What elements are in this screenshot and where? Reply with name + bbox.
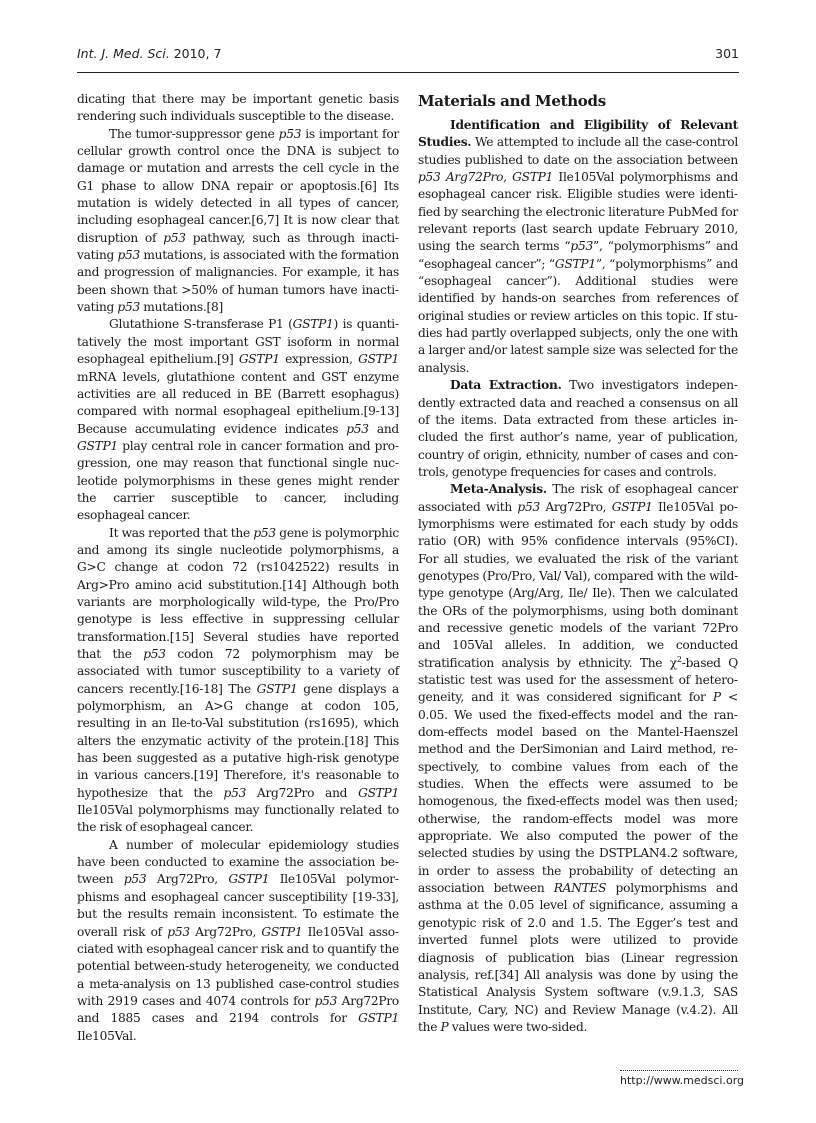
paragraph-data-extraction: Data Extraction. Two investigators independently extracted data and reached a consensus on all of the items. Data extracted from these articles included the first author’s name, year of publication, country of origin, ethnicity, number of cases and controls, genotype frequencies for cases and controls. (418, 378, 738, 479)
paragraph-p53: The tumor-suppressor gene p53 is important for cellular growth control once the DNA is subject to damage or mutation and arrests the cell cycle in the G1 phase to allow DNA repair or apoptosis.[6] Its mutation is widely detected in all types of cancer, including esophageal cancer.[6,7] It is now clear that disruption of p53 pathway, such as through inactivating p53 mutations, is associated with the formation and progression of malignancies. For example, it has been shown that >50% of human tumors have inactivating p53 mutations.[8] (77, 126, 399, 315)
left-column (77, 91, 399, 1045)
journal-year-volume: 2010, 7 (173, 46, 222, 61)
paragraph-meta-analysis: Meta-Analysis. The risk of esophageal cancer associated with p53 Arg72Pro, GSTP1 Ile105Val polymorphisms were estimated for each study by odds ratio (OR) with 95% confidence intervals (95%CI). For all studies, we evaluated the risk of the variant genotypes (Pro/Pro, Val/ Val), compared with the wild-type genotype (Arg/Arg, Ile/ Ile). Then we calculated the ORs of the polymorphisms, using both dominant and recessive genetic models of the variant 72Pro and 105Val alleles. In addition, we conducted stratification analysis by ethnicity. The $\chi^2$-based Q statistic test was used for the assessment of heterogeneity, and it was considered significant for P < 0.05. We used the fixed-effects model and the random-effects model based on the Mantel-Haenszel method and the DerSimonian and Laird method, respectively, to combine values from each of the studies. When the effects were assumed to be homogenous, the fixed-effects model was then used; otherwise, the random-effects model was more appropriate. We also computed the power of the selected studies by using the DSTPLAN4.2 software, in order to assess the probability of detecting an association between RANTES polymorphisms and asthma at the 0.05 level of significance, assuming a genotypic risk of 2.0 and 1.5. The Egger’s test and inverted funnel plots were utilized to provide diagnosis of publication bias (Linear regression analysis, ref.[34] All analysis was done by using the Statistical Analysis System software (v.9.1.3, SAS Institute, Cary, NC) and Review Manage (v.4.2). All the P values were two-sided. (418, 482, 738, 1034)
runin-heading-data-extraction: Data Extraction. (450, 378, 562, 393)
paragraph-intro-continued: dicating that there may be important genetic basis rendering such individuals susceptible to the disease. (77, 92, 399, 124)
page-number: 301 (715, 46, 739, 61)
runin-heading-identification: Identification and Eligibility of Relevant Studies. (418, 118, 738, 150)
right-column (418, 91, 738, 1036)
paragraph-identification: Identification and Eligibility of Relevant Studies. We attempted to include all the case-control studies published to date on the association between p53 Arg72Pro, GSTP1 Ile105Val polymorphisms and esophageal cancer risk. Eligible studies were identified by searching the electronic literature PubMed for relevant reports (last search update February 2010, using the search terms “p53”, “polymorphisms” and “esophageal cancer”; “GSTP1”, “polymorphisms” and “esophageal cancer”). Additional studies were identified by hands-on searches from references of original studies or review articles on this topic. If studies had partly overlapped subjects, only the one with a larger and/or latest sample size was selected for the analysis. (418, 118, 738, 375)
paragraph-gstp1: Glutathione S-transferase P1 (GSTP1) is quantitatively the most important GST isoform in normal esophageal epithelium.[9] GSTP1 expression, GSTP1 mRNA levels, glutathione content and GST enzyme activities are all reduced in BE (Barrett esophagus) compared with normal esophageal epithelium.[9-13] Because accumulating evidence indicates p53 and GSTP1 play central role in cancer formation and progression, one may reason that functional single nucleotide polymorphisms in these genes might render the carrier susceptible to cancer, including esophageal cancer. (77, 317, 399, 523)
journal-name: Int. J. Med. Sci. (77, 46, 170, 61)
running-head (77, 44, 739, 64)
paragraph-polymorphisms: It was reported that the p53 gene is polymorphic and among its single nucleotide polymorphisms, a G>C change at codon 72 (rs1042522) results in Arg>Pro amino acid substitution.[14] Although both variants are morphologically wild-type, the Pro/Pro genotype is less effective in suppressing cellular transformation.[15] Several studies have reported that the p53 codon 72 polymorphism may be associated with tumor susceptibility to a variety of cancers recently.[16-18] The GSTP1 gene displays a polymorphism, an A>G change at codon 105, resulting in an Ile-to-Val substitution (rs1695), which alters the enzymatic activity of the protein.[18] This has been suggested as a putative high-risk genotype in various cancers.[19] Therefore, it's reasonable to hypothesize that the p53 Arg72Pro and GSTP1 Ile105Val polymorphisms may functionally related to the risk of esophageal cancer. (77, 525, 400, 835)
footer-rule (620, 1070, 738, 1071)
paragraph-meta-analysis-aim: A number of molecular epidemiology studies have been conducted to examine the association between p53 Arg72Pro, GSTP1 Ile105Val polymorphisms and esophageal cancer susceptibility [19-33], but the results remain inconsistent. To estimate the overall risk of p53 Arg72Pro, GSTP1 Ile105Val associated with esophageal cancer risk and to quantify the potential between-study heterogeneity, we conducted a meta-analysis on 13 published case-control studies with 2919 cases and 4074 controls for p53 Arg72Pro and 1885 cases and 2194 controls for GSTP1 Ile105Val. (77, 837, 400, 1043)
header-rule (77, 72, 739, 73)
section-heading-materials-methods: Materials and Methods (418, 92, 606, 110)
runin-heading-meta-analysis: Meta-Analysis. (450, 482, 547, 497)
footer-url-link[interactable]: http://www.medsci.org (620, 1074, 745, 1087)
journal-citation (77, 46, 221, 61)
